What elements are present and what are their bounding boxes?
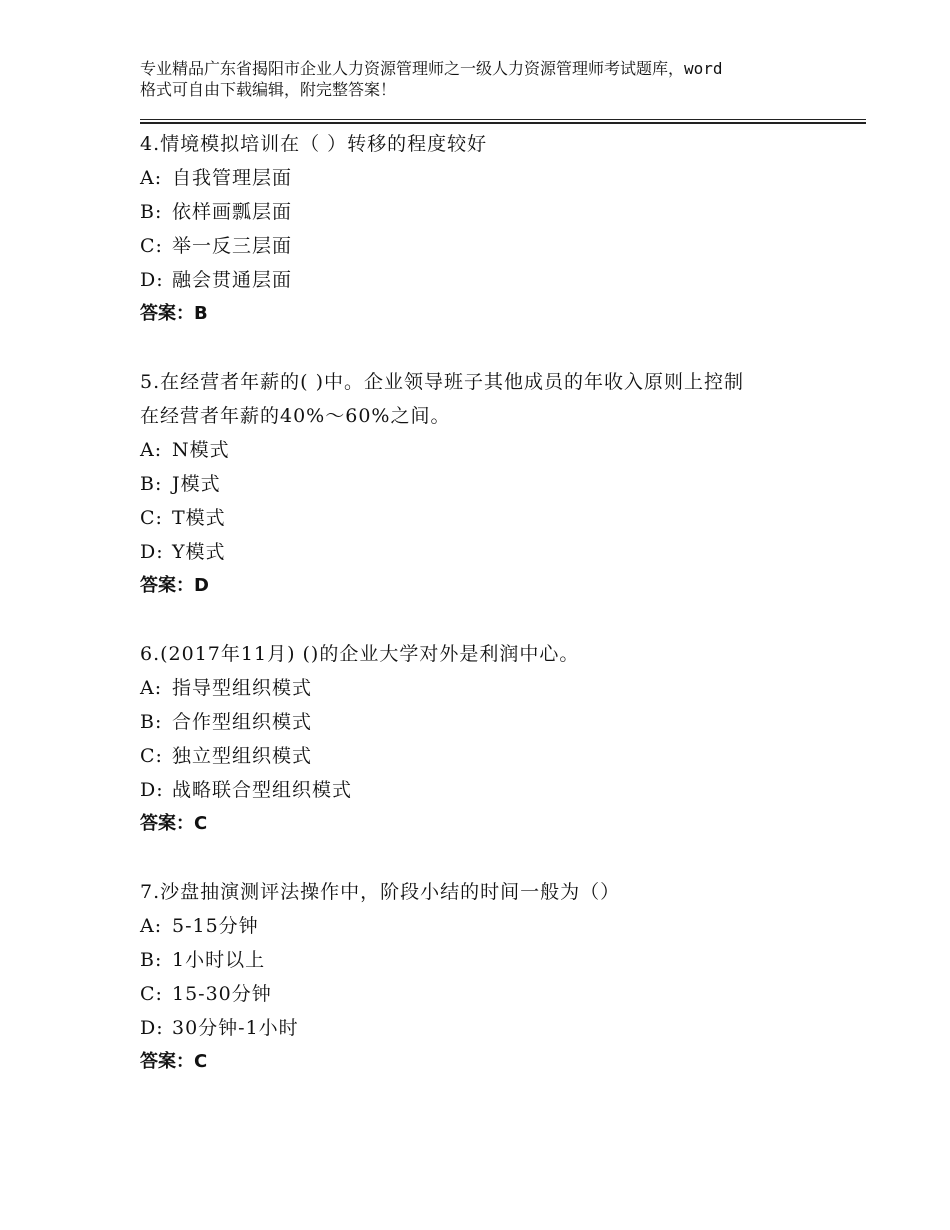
header-divider-thick (140, 122, 866, 124)
option-key: A: (140, 439, 163, 461)
option-key: B: (140, 711, 163, 733)
option-text: 15-30分钟 (172, 983, 272, 1005)
question-list (140, 127, 860, 1079)
option-c (140, 229, 860, 263)
option-key: C: (140, 507, 163, 529)
option-a (140, 161, 860, 195)
option-a (140, 671, 860, 705)
option-text: Y模式 (172, 541, 226, 563)
option-key: B: (140, 473, 163, 495)
option-key: D: (140, 541, 164, 563)
option-text: 融会贯通层面 (172, 269, 293, 291)
question-6 (140, 637, 860, 841)
question-stem: 7.沙盘抽演测评法操作中，阶段小结的时间一般为（） (140, 881, 621, 903)
option-key: C: (140, 983, 163, 1005)
option-d (140, 263, 860, 297)
question-spacer (140, 841, 860, 875)
question-stem: 5.在经营者年薪的( )中。企业领导班子其他成员的年收入原则上控制 (140, 371, 744, 393)
option-key: A: (140, 915, 163, 937)
option-text: T模式 (172, 507, 226, 529)
option-key: A: (140, 167, 163, 189)
option-d (140, 1011, 860, 1045)
header-divider-thin (140, 119, 866, 120)
option-key: C: (140, 235, 163, 257)
option-text: 独立型组织模式 (172, 745, 313, 767)
option-c (140, 739, 860, 773)
option-c (140, 977, 860, 1011)
option-text: 30分钟-1小时 (172, 1017, 299, 1039)
option-d (140, 535, 860, 569)
option-key: D: (140, 779, 164, 801)
option-b (140, 943, 860, 977)
option-text: 指导型组织模式 (172, 677, 313, 699)
option-text: N模式 (172, 439, 230, 461)
question-4 (140, 127, 860, 331)
option-b (140, 467, 860, 501)
option-text: 战略联合型组织模式 (172, 779, 353, 801)
option-text: 依样画瓢层面 (172, 201, 293, 223)
option-text: 5-15分钟 (172, 915, 259, 937)
header-line-1: 专业精品广东省揭阳市企业人力资源管理师之一级人力资源管理师考试题库，word (140, 59, 723, 78)
option-key: A: (140, 677, 163, 699)
option-c (140, 501, 860, 535)
option-d (140, 773, 860, 807)
option-key: D: (140, 1017, 164, 1039)
option-text: 自我管理层面 (172, 167, 293, 189)
question-stem-continued: 在经营者年薪的40%～60%之间。 (140, 405, 451, 427)
question-stem: 6.(2017年11月) ()的企业大学对外是利润中心。 (140, 643, 580, 665)
answer-label: 答案：B (140, 303, 208, 324)
answer-label: 答案：C (140, 1051, 208, 1072)
option-key: B: (140, 201, 163, 223)
option-b (140, 705, 860, 739)
option-b (140, 195, 860, 229)
question-spacer (140, 603, 860, 637)
option-a (140, 433, 860, 467)
option-text: 合作型组织模式 (172, 711, 313, 733)
question-spacer (140, 331, 860, 365)
option-text: J模式 (172, 473, 221, 495)
option-text: 举一反三层面 (172, 235, 293, 257)
question-5 (140, 365, 860, 603)
question-7 (140, 875, 860, 1079)
option-key: D: (140, 269, 164, 291)
option-a (140, 909, 860, 943)
answer-label: 答案：D (140, 575, 209, 596)
page-header (140, 58, 840, 100)
option-text: 1小时以上 (172, 949, 266, 971)
option-key: C: (140, 745, 163, 767)
answer-label: 答案：C (140, 813, 208, 834)
header-line-2: 格式可自由下载编辑，附完整答案！ (140, 80, 397, 99)
question-stem: 4.情境模拟培训在（ ）转移的程度较好 (140, 133, 488, 155)
option-key: B: (140, 949, 163, 971)
